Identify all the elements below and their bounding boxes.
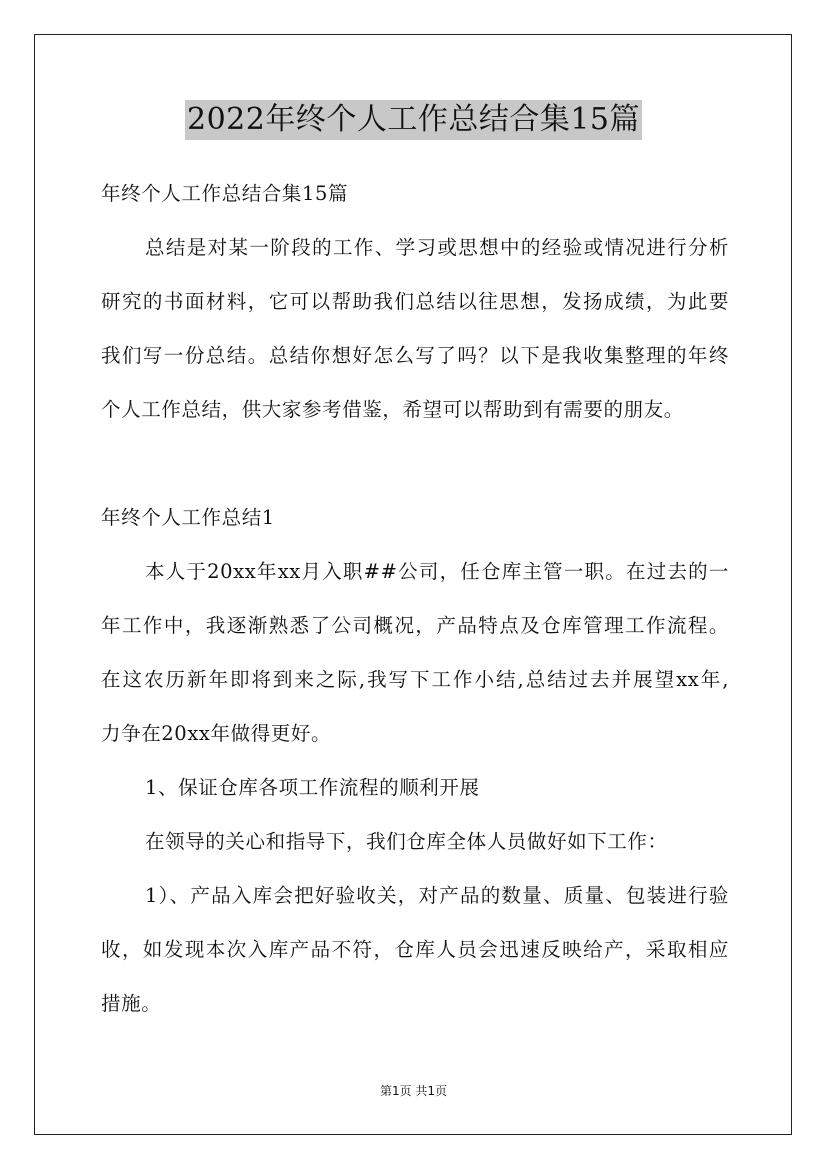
paragraph-line: 总结是对某一阶段的工作、学习或思想中的经验或情况进行分析 xyxy=(145,236,729,259)
paragraph-line: 在领导的关心和指导下，我们仓库全体人员做好如下工作： xyxy=(145,830,668,853)
paragraph-line: 收，如发现本次入库产品不符，仓库人员会迅速反映给产，采取相应 xyxy=(101,938,729,961)
paragraph-line: 本人于20xx年xx月入职##公司，任仓库主管一职。在过去的一 xyxy=(145,560,729,583)
page-footer: 第1页 共1页 xyxy=(379,1084,448,1098)
paragraph-line: 力争在20xx年做得更好。 xyxy=(101,722,332,745)
subtitle-line: 年终个人工作总结合集15篇 xyxy=(101,182,349,205)
paragraph-line: 年工作中，我逐渐熟悉了公司概况，产品特点及仓库管理工作流程。 xyxy=(101,614,729,637)
paragraph-line: 研究的书面材料，它可以帮助我们总结以往思想，发扬成绩，为此要 xyxy=(101,290,729,313)
paragraph-line: 个人工作总结，供大家参考借鉴，希望可以帮助到有需要的朋友。 xyxy=(101,398,684,421)
subsection-heading: 1、保证仓库各项工作流程的顺利开展 xyxy=(145,776,480,799)
paragraph-line: 措施。 xyxy=(101,992,162,1015)
paragraph-line: 我们写一份总结。总结你想好怎么写了吗？以下是我收集整理的年终 xyxy=(101,344,729,367)
paragraph-line: 1）、产品入库会把好验收关，对产品的数量、质量、包装进行验 xyxy=(145,884,729,907)
paragraph-line: 在这农历新年即将到来之际,我写下工作小结,总结过去并展望xx年, xyxy=(101,668,729,691)
section-heading: 年终个人工作总结1 xyxy=(101,506,275,529)
document-title: 2022年终个人工作总结合集15篇 xyxy=(185,100,642,140)
title-wrap xyxy=(0,100,827,140)
